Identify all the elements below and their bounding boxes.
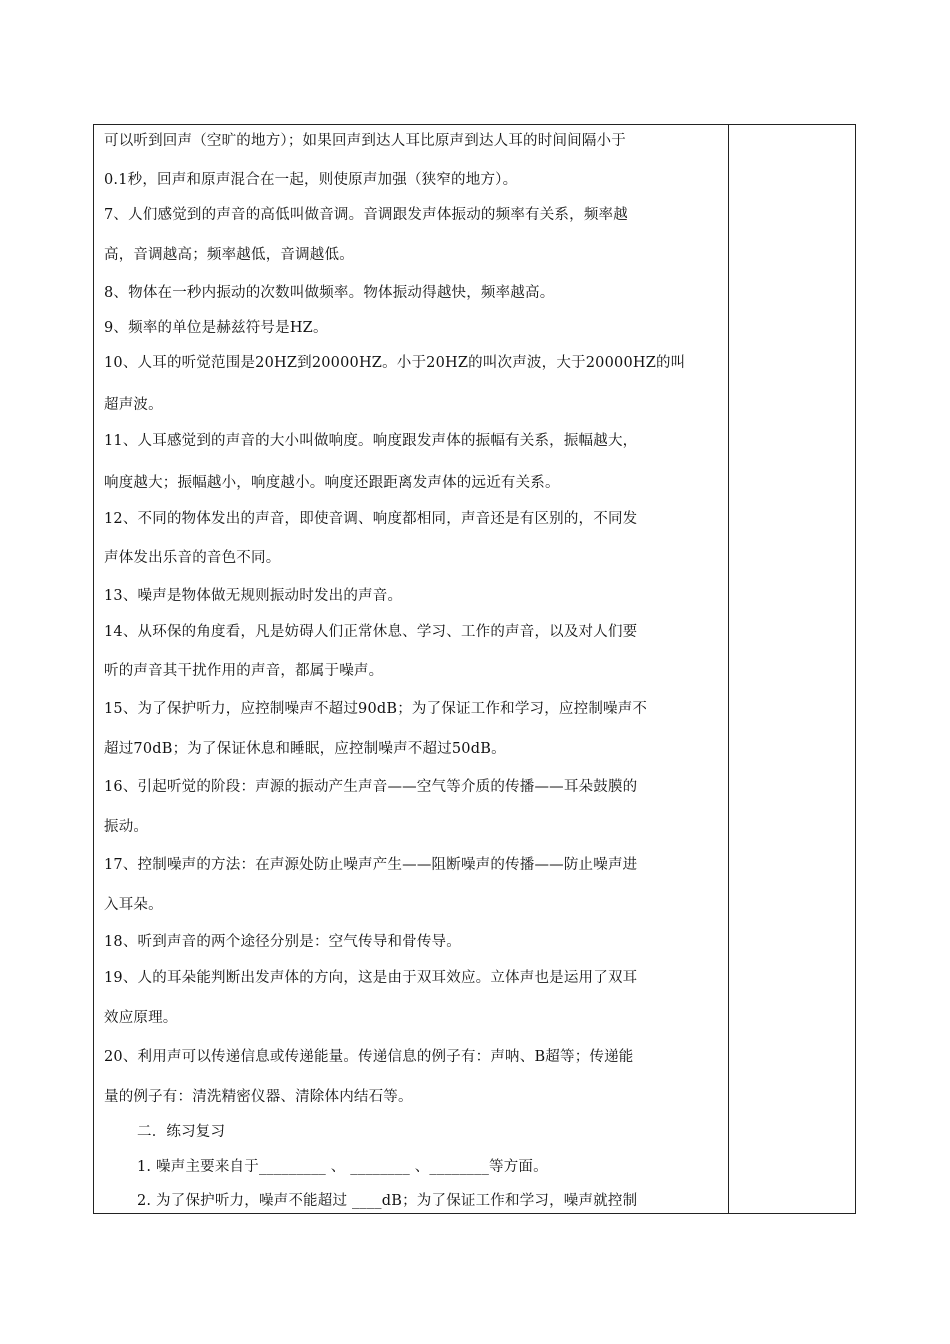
text-line: 振动。 [104,819,149,835]
text-line: 15、为了保护听力，应控制噪声不超过90dB；为了保证工作和学习，应控制噪声不 [104,701,648,717]
text-line: 可以听到回声（空旷的地方）；如果回声到达人耳比原声到达人耳的时间间隔小于 [104,133,626,149]
text-line: 效应原理。 [104,1010,178,1026]
text-line: 入耳朵。 [104,897,163,913]
text-line: 10、人耳的听觉范围是20HZ到20000HZ。小于20HZ的叫次声波，大于20000HZ的叫 [104,355,686,371]
text-line: 超过70dB；为了保证休息和睡眠，应控制噪声不超过50dB。 [104,741,506,757]
exercise-question-2: 2. 为了保护听力，噪声不能超过 ____dB；为了保证工作和学习，噪声就控制 [137,1193,638,1209]
text-line: 12、不同的物体发出的声音，即使音调、响度都相同，声音还是有区别的，不同发 [104,511,638,527]
text-line: 17、控制噪声的方法：在声源处防止噪声产生——阻断噪声的传播——防止噪声进 [104,857,638,873]
text-line: 19、人的耳朵能判断出发声体的方向，这是由于双耳效应。立体声也是运用了双耳 [104,970,638,986]
text-line: 16、引起听觉的阶段：声源的振动产生声音——空气等介质的传播——耳朵鼓膜的 [104,779,638,795]
text-line: 20、利用声可以传递信息或传递能量。传递信息的例子有：声呐、B超等；传递能 [104,1049,634,1065]
section-title: 二．练习复习 [137,1124,226,1140]
text-line: 18、听到声音的两个途径分别是：空气传导和骨传导。 [104,934,461,950]
text-line: 11、人耳感觉到的声音的大小叫做响度。响度跟发声体的振幅有关系，振幅越大， [104,433,638,449]
text-line: 7、人们感觉到的声音的高低叫做音调。音调跟发声体振动的频率有关系，频率越 [104,207,628,223]
text-line: 0.1秒，回声和原声混合在一起，则使原声加强（狭窄的地方）。 [104,172,518,188]
text-line: 量的例子有：清洗精密仪器、清除体内结石等。 [104,1089,413,1105]
text-line: 14、从环保的角度看，凡是妨碍人们正常休息、学习、工作的声音，以及对人们要 [104,624,638,640]
text-line: 声体发出乐音的音色不同。 [104,550,281,566]
content-table [93,124,856,1214]
text-line: 超声波。 [104,397,163,413]
main-cell [94,125,728,1213]
text-line: 听的声音其干扰作用的声音，都属于噪声。 [104,663,384,679]
text-line: 8、物体在一秒内振动的次数叫做频率。物体振动得越快，频率越高。 [104,285,555,301]
exercise-question-1: 1. 噪声主要来自于_________ 、 ________ 、________等方面。 [137,1159,548,1175]
text-line: 13、噪声是物体做无规则振动时发出的声音。 [104,588,403,604]
text-line: 9、频率的单位是赫兹符号是HZ。 [104,320,328,336]
text-line: 响度越大；振幅越小，响度越小。响度还跟距离发声体的远近有关系。 [104,475,560,491]
text-line: 高，音调越高；频率越低，音调越低。 [104,247,354,263]
notes-cell [729,125,855,1213]
